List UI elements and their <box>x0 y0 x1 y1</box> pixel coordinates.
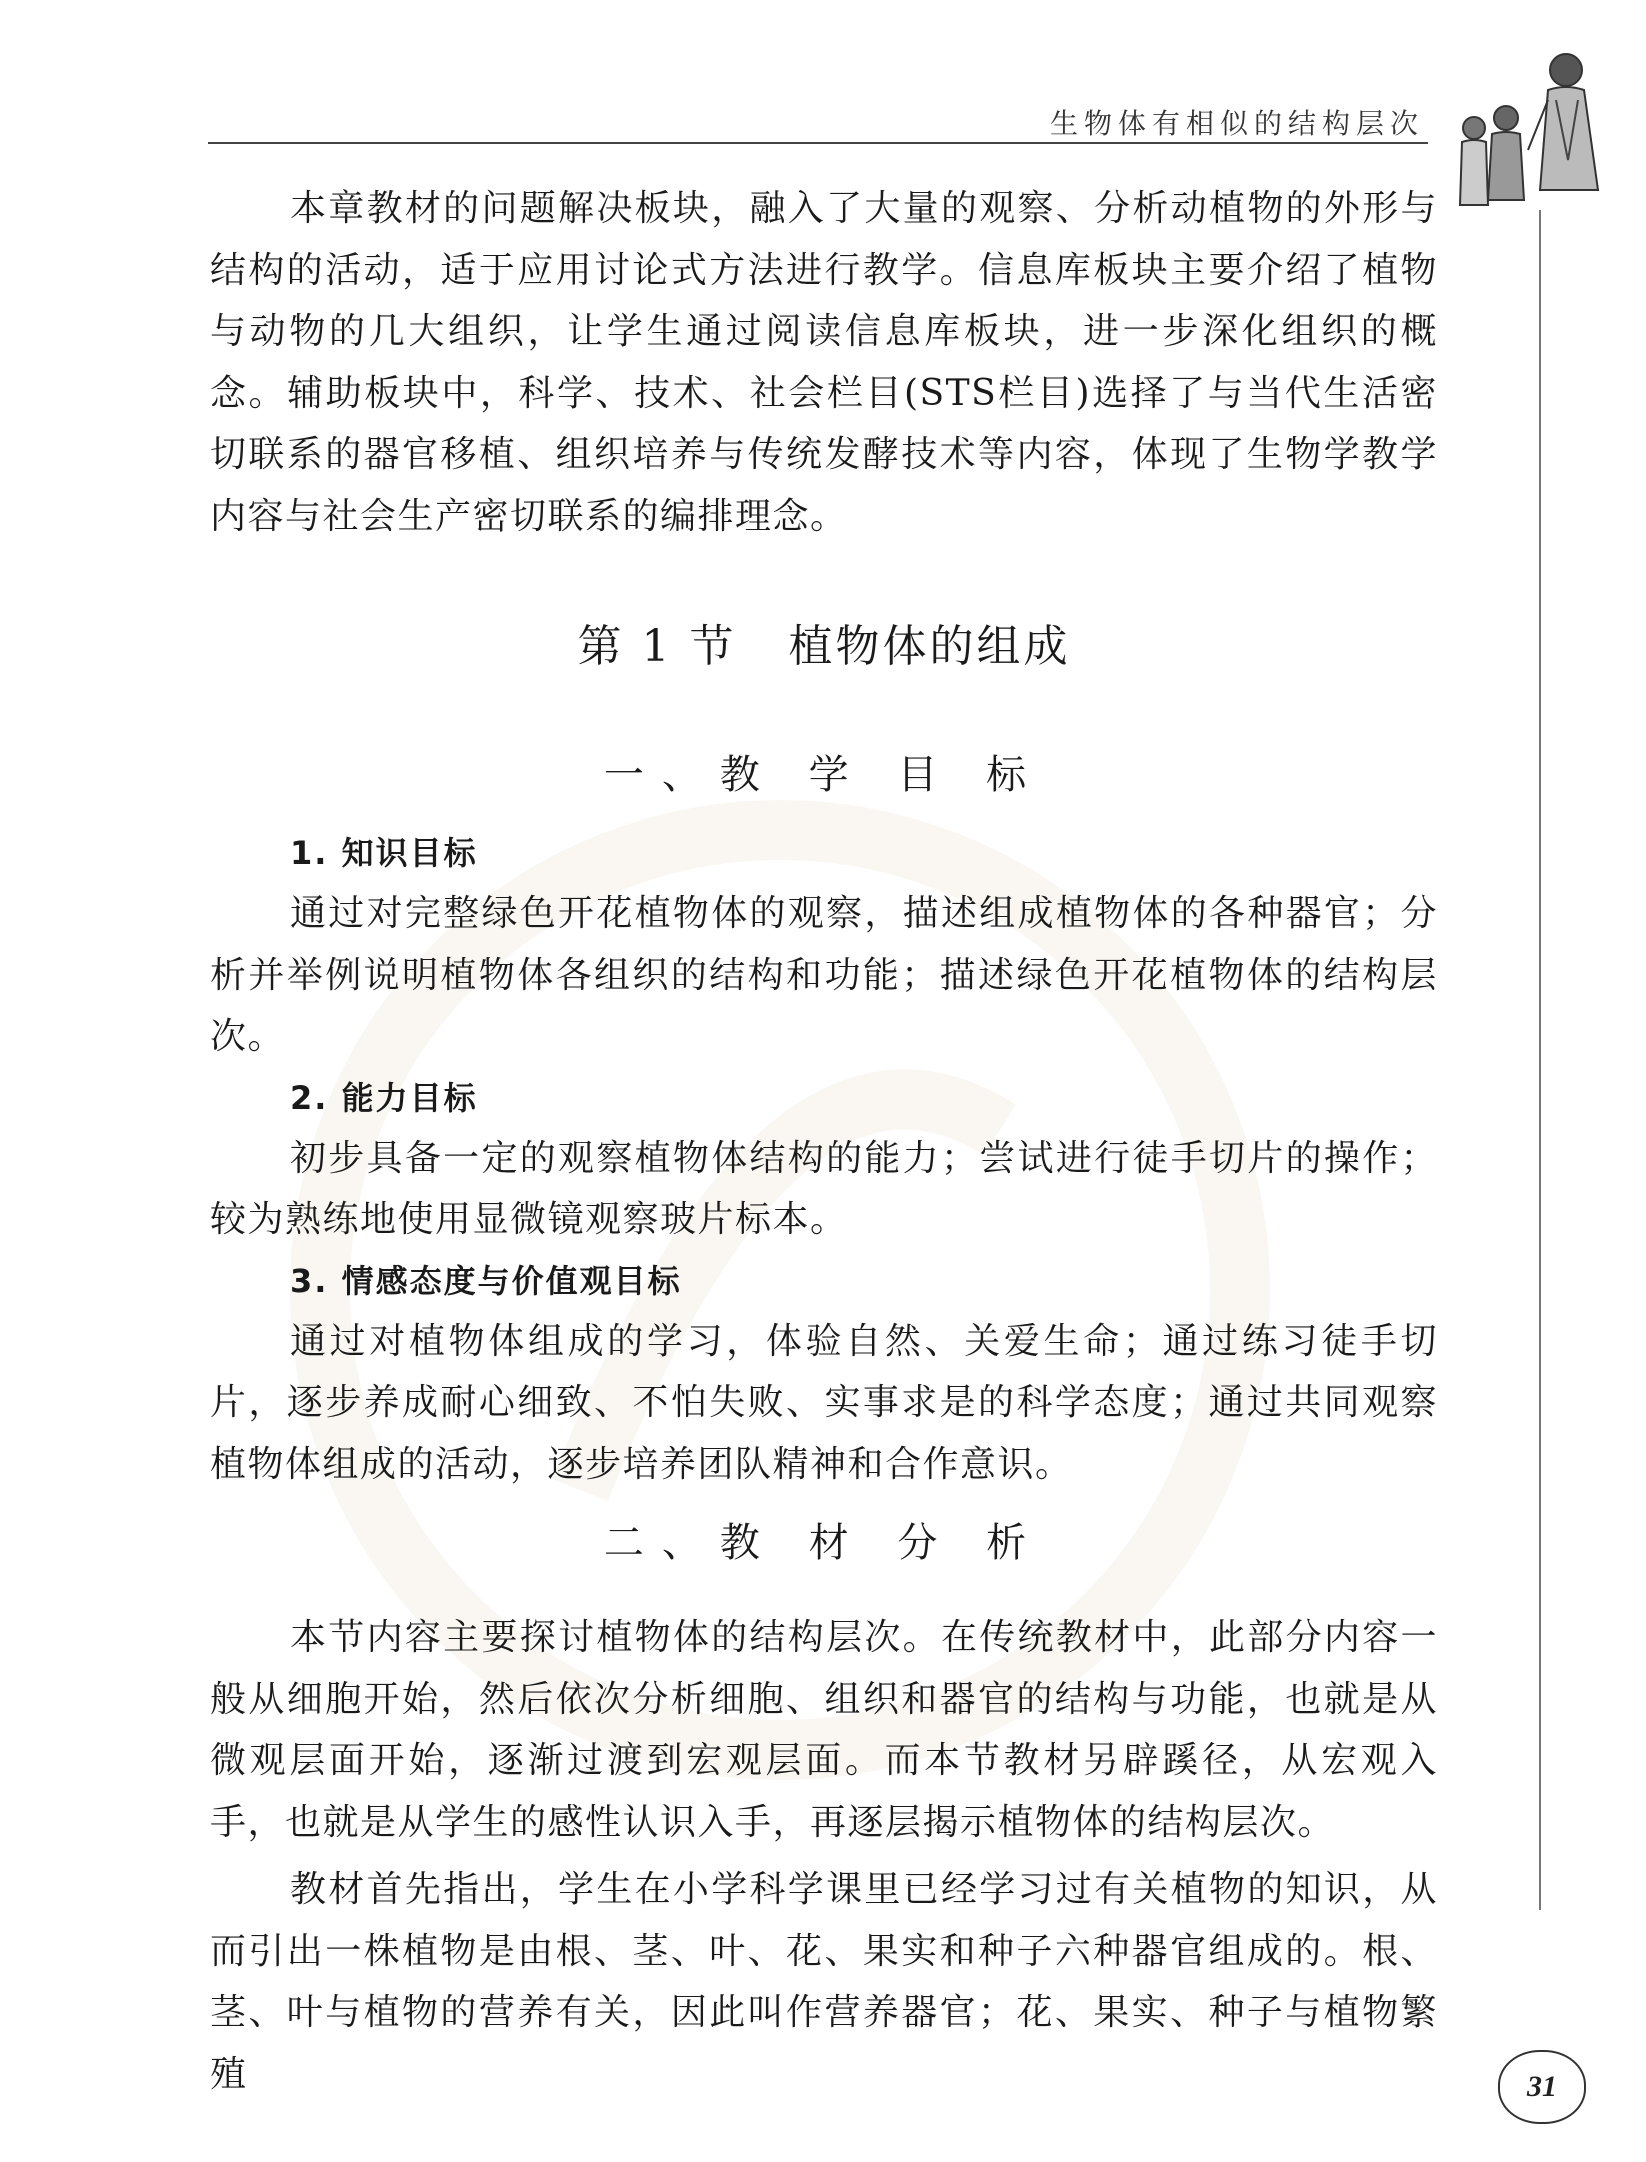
analysis-paragraph: 教材首先指出，学生在小学科学课里已经学习过有关植物的知识，从而引出一株植物是由根、茎、叶、花、果实和种子六种器官组成的。根、茎、叶与植物的营养有关，因此叫作营养器官；花、果实、种子与植物繁殖 <box>210 1869 1438 2095</box>
teacher-students-illustration <box>1448 40 1618 220</box>
knowledge-goal-text: 通过对完整绿色开花植物体的观察，描述组成植物体的各种器官；分析并举例说明植物体各组织的结构和功能；描述绿色开花植物体的结构层次。 <box>210 893 1438 1057</box>
margin-line <box>1539 210 1541 1910</box>
header-rule <box>208 142 1428 144</box>
intro-paragraph: 本章教材的问题解决板块，融入了大量的观察、分析动植物的外形与结构的活动，适于应用讨论式方法进行教学。信息库板块主要介绍了植物与动物的几大组织，让学生通过阅读信息库板块，进一步深化组织的概念。辅助板块中，科学、技术、社会栏目(STS栏目)选择了与当代生活密切联系的器官移植、组织培养与传统发酵技术等内容，体现了生物学教学内容与社会生产密切联系的编排理念。 <box>210 188 1438 537</box>
knowledge-goal-heading: 1. 知识目标 <box>290 834 478 872</box>
section-name: 植物体的组成 <box>788 621 1071 672</box>
running-header: 生物体有相似的结构层次 <box>1049 107 1424 140</box>
section-title <box>210 617 1438 677</box>
page-number-badge <box>1498 2050 1586 2124</box>
page-content <box>210 178 1438 2105</box>
analysis-paragraph: 本节内容主要探讨植物体的结构层次。在传统教材中，此部分内容一般从细胞开始，然后依次分析细胞、组织和器官的结构与功能，也就是从微观层面开始，逐渐过渡到宏观层面。而本节教材另辟蹊径，从宏观入手，也就是从学生的感性认识入手，再逐层揭示植物体的结构层次。 <box>210 1617 1438 1843</box>
page-number: 31 <box>1527 2070 1557 2103</box>
ability-goal-text: 初步具备一定的观察植物体结构的能力；尝试进行徒手切片的操作；较为熟练地使用显微镜观察玻片标本。 <box>210 1137 1438 1240</box>
emotion-goal-heading: 3. 情感态度与价值观目标 <box>290 1261 682 1300</box>
ability-goal-heading: 2. 能力目标 <box>290 1078 478 1117</box>
section-number: 第 1 节 <box>577 621 737 672</box>
material-analysis-heading: 二、教 材 分 析 <box>603 1520 1045 1566</box>
teaching-goals-heading: 一、教 学 目 标 <box>603 752 1045 798</box>
emotion-goal-text: 通过对植物体组成的学习，体验自然、关爱生命；通过练习徒手切片，逐步养成耐心细致、不怕失败、实事求是的科学态度；通过共同观察植物体组成的活动，逐步培养团队精神和合作意识。 <box>210 1320 1438 1485</box>
